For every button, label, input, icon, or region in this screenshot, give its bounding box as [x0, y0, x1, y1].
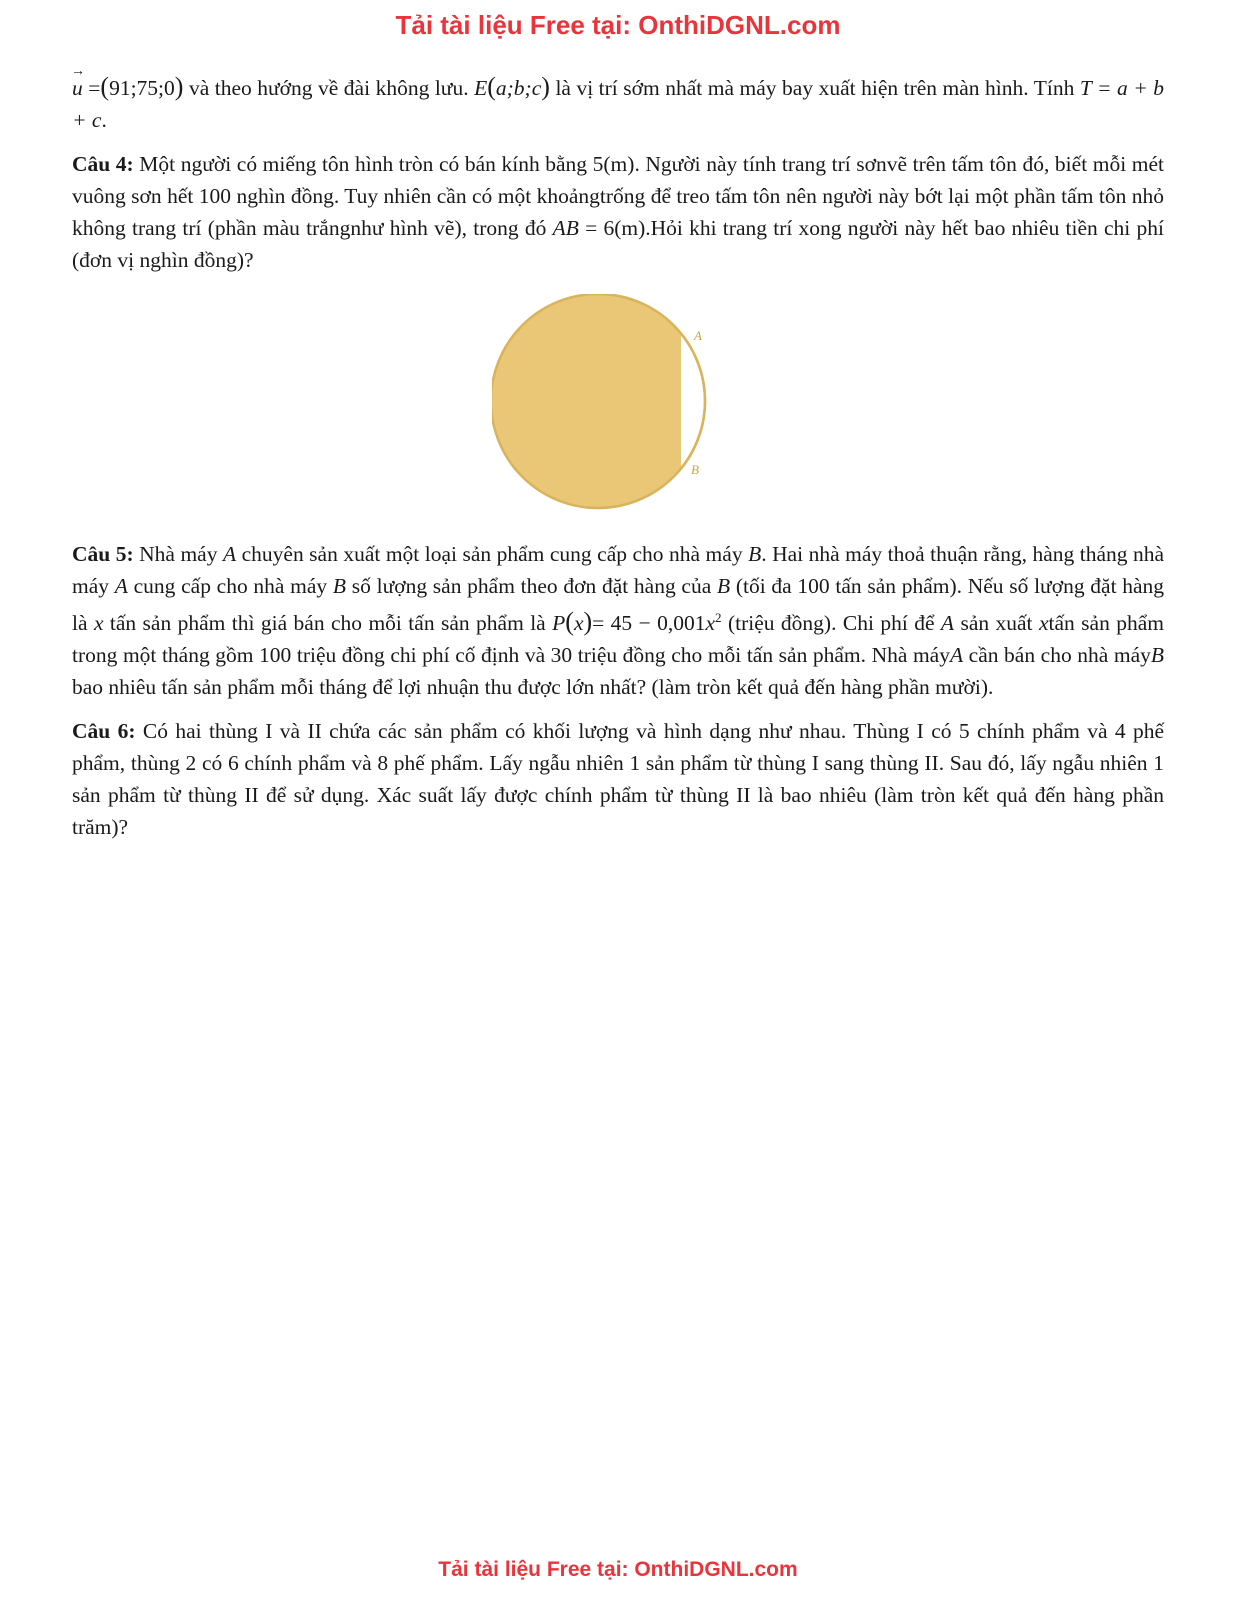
q4-ab-unit: (m)	[614, 216, 646, 240]
q5-p-x: x	[705, 611, 716, 636]
q5-p-arg: x	[573, 611, 584, 636]
q5-a-3: A	[940, 611, 955, 636]
question-6-label: Câu 6:	[72, 719, 136, 744]
question-5-label: Câu 5:	[72, 542, 134, 566]
q5-text-12: bao nhiêu tấn sản phẩm mỗi tháng để lợi nhuận thu được lớn nhất? (làm tròn kết quả đến hàng phần mười).	[72, 675, 994, 700]
header-banner[interactable]: Tải tài liệu Free tại: OnthiDGNL.com	[395, 10, 841, 40]
circle-diagram	[492, 294, 732, 518]
q5-p-rhs: = 45 − 0,001	[592, 611, 706, 636]
document-body	[72, 72, 1164, 855]
q5-text-8: (triệu đồng). Chi phí để	[727, 611, 935, 636]
q5-text-6: (tối đa 100 tấn sản phẩm). Nếu số lượng đặt hàng là	[72, 574, 1165, 636]
point-e-name: E	[474, 76, 488, 100]
point-e-args: a;b;c	[495, 76, 542, 100]
q5-text-3: . Hai nhà máy thoả thuận rằng, hàng tháng nhà máy	[72, 542, 1165, 598]
q5-p-name: P	[552, 611, 566, 636]
vector-equals: =	[88, 76, 101, 100]
question-3-continuation: → u =(91;75;0) và theo hướng về đài không lưu. E(a;b;c) là vị trí sớm nhất mà máy bay xuất hiện trên màn hình. Tính T = a + b + c.	[72, 72, 1164, 136]
question-5: Câu 5: Nhà máy A chuyên sản xuất một loại sản phẩm cung cấp cho nhà máy B. Hai nhà máy thoả thuận rằng, hàng tháng nhà máy A cung cấp cho nhà máy B số lượng sản phẩm theo đơn đặt hàng của B (tối đa 100 tấn sản phẩm). Nếu số lượng đặt hàng là x tấn sản phẩm thì giá bán cho mỗi tấn sản phẩm là $P(x)= 45 - 0,001x^2$ (triệu đồng). Chi phí để A sản xuất xtấn sản phẩm trong một tháng gồm 100 triệu đồng chi phí cố định và 30 triệu đồng cho mỗi tấn sản phẩm. Nhà máyA cần bán cho nhà máyB bao nhiêu tấn sản phẩm mỗi tháng để lợi nhuận thu được lớn nhất? (làm tròn kết quả đến hàng phần mười).	[72, 542, 1165, 700]
q4-ab-eq: = 6	[585, 216, 615, 240]
q5-b-2: B	[332, 574, 347, 598]
question-6	[72, 715, 1164, 843]
q3-text-4: .	[101, 108, 107, 132]
q3-text-1: và theo hướng về đài không lưu.	[188, 76, 469, 100]
q3-text-2: là vị trí sớm nhất mà máy bay xuất hiện trên màn hình.	[555, 76, 1029, 100]
q4-unit: (m)	[603, 152, 635, 176]
formula-t: T = a + b + c	[72, 76, 1164, 132]
q4-ab-var: AB	[552, 216, 579, 240]
q5-b-4: B	[1150, 643, 1165, 668]
q4-text-2: . Người này tính trang trí sơnvẽ trên tấm tôn đó, biết mỗi mét vuông sơn hết 100 nghìn đồng. Tuy nhiên cần có một khoảngtrống để treo tấm tôn nên người này bớt lại một phần tấm tôn nhỏ không trang trí (phần màu trắngnhư hình vẽ), trong đó	[72, 152, 1164, 240]
q6-text: Có hai thùng I và II chứa các sản phẩm có khối lượng và hình dạng như nhau. Thùng I có 5 chính phẩm và 4 phế phẩm, thùng 2 có 6 chính phẩm và 8 phế phẩm. Lấy ngẫu nhiên 1 sản phẩm từ thùng I sang thùng II. Sau đó, lấy ngẫu nhiên 1 sản phẩm từ thùng II để sử dụng. Xác suất lấy được chính phẩm từ thùng II là bao nhiêu (làm tròn kết quả đến hàng phần trăm)?	[72, 719, 1164, 840]
q5-text-4: cung cấp cho nhà máy	[133, 574, 328, 598]
circle-figure	[72, 294, 1164, 518]
q5-b-3: B	[716, 574, 731, 598]
q5-a-4: A	[949, 643, 964, 668]
question-4-label: Câu 4:	[72, 152, 134, 176]
q4-radius: 5	[592, 152, 604, 176]
q5-text-2: chuyên sản xuất một loại sản phẩm cung cấp cho nhà máy	[241, 542, 743, 566]
q5-a-2: A	[114, 574, 128, 598]
q5-text-9: sản xuất	[960, 611, 1033, 636]
q3-text-3: Tính	[1033, 76, 1075, 100]
q5-text-1: Nhà máy	[139, 542, 218, 566]
q4-text-1: Một người có miếng tôn hình tròn có bán kính bằng	[139, 152, 588, 176]
q5-a-1: A	[222, 542, 237, 566]
q4-text-3: .Hỏi khi trang trí xong người này hết bao nhiêu tiền chi phí (đơn vị nghìn đồng)?	[72, 216, 1164, 272]
label-b: B	[691, 462, 699, 477]
q5-text-10: tấn sản phẩm trong một tháng gồm 100 triệu đồng chi phí cố định và 30 triệu đồng cho mỗi tấn sản phẩm. Nhà máy	[72, 611, 1164, 668]
q5-x-1: x	[93, 611, 104, 636]
q5-text-7: tấn sản phẩm thì giá bán cho mỗi tấn sản phẩm là	[109, 611, 546, 636]
vector-u: → u	[72, 72, 83, 104]
q5-b-1: B	[748, 542, 762, 566]
q5-text-5: số lượng sản phẩm theo đơn đặt hàng của	[351, 574, 712, 598]
vector-value: 91;75;0	[109, 76, 175, 100]
q5-text-11: cần bán cho nhà máy	[968, 643, 1151, 668]
q5-p-exp: 2	[715, 610, 722, 625]
footer-banner[interactable]: Tải tài liệu Free tại: OnthiDGNL.com	[438, 1558, 798, 1581]
question-4	[72, 148, 1164, 276]
q5-x-2: x	[1038, 611, 1049, 636]
label-a: A	[694, 328, 702, 343]
